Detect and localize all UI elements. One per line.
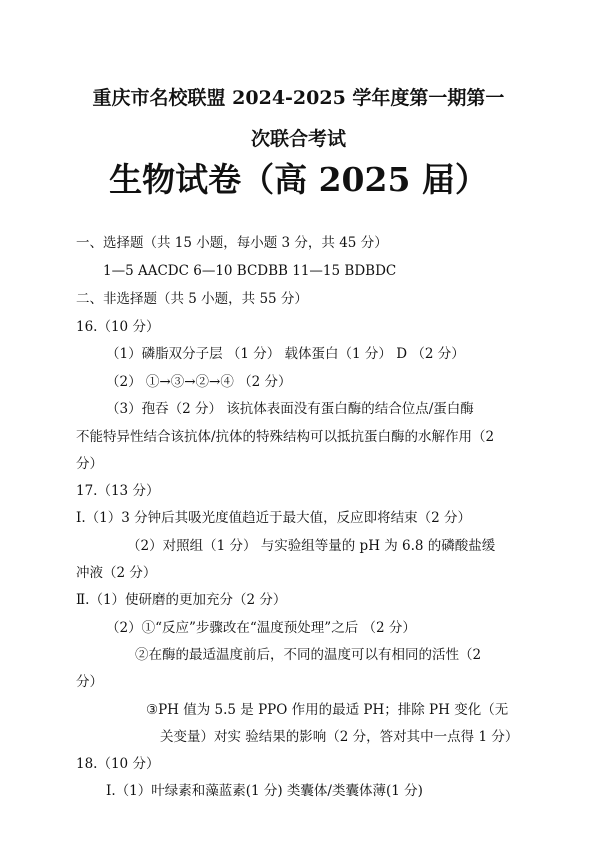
answer-line-17-II-2c-cont: 关变量）对实 验结果的影响（2 分，答对其中一点得 1 分） (160, 729, 519, 745)
answer-line-17-I-1: Ⅰ.（1）3 分钟后其吸光度值趋近于最大值，反应即将结束（2 分） (76, 510, 471, 526)
answer-line-16-3-end: 分） (76, 456, 103, 472)
answer-line-18-I-1: Ⅰ.（1）叶绿素和藻蓝素(1 分) 类囊体/类囊体薄(1 分) (106, 783, 423, 799)
answer-line-17-II-1: Ⅱ.（1）使研磨的更加充分（2 分） (76, 592, 287, 608)
answer-line-17-I-2: （2）对照组（1 分） 与实验组等量的 pH 为 6.8 的磷酸盐缓 (127, 538, 496, 554)
answer-line-17-II-2c: ③PH 值为 5.5 是 PPO 作用的最适 PH；排除 PH 变化（无 (146, 702, 509, 718)
answer-line-16-1: （1）磷脂双分子层 （1 分） 载体蛋白（1 分） D （2 分） (106, 346, 465, 362)
answer-line-17-II-2a: （2）①“反应”步骤改在“温度预处理”之后 （2 分） (106, 620, 416, 636)
answer-line-17-II-2b-end: 分） (76, 674, 103, 690)
document-title-line-1: 重庆市名校联盟 2024-2025 学年度第一期第一 (92, 87, 505, 109)
question-heading-16: 16.（10 分） (76, 319, 160, 335)
document-subtitle: 生物试卷（高 2025 届） (109, 160, 488, 199)
question-heading-18: 18.（10 分） (76, 756, 160, 772)
answer-line-16-3: （3）孢吞（2 分） 该抗体表面没有蛋白酶的结合位点/蛋白酶 (106, 401, 474, 417)
section-heading-choice: 一、选择题（共 15 小题，每小题 3 分，共 45 分） (76, 235, 388, 251)
answer-line-16-2: （2） ①→③→②→④ （2 分） (106, 374, 292, 390)
answer-line-16-3-cont: 不能特异性结合该抗体/抗体的特殊结构可以抵抗蛋白酶的水解作用（2 (76, 429, 495, 445)
answer-line-choice: 1—5 AACDC 6—10 BCDBB 11—15 BDBDC (103, 263, 397, 279)
section-heading-non-choice: 二、非选择题（共 5 小题，共 55 分） (76, 291, 308, 307)
document-title-line-2: 次联合考试 (250, 128, 346, 150)
answer-line-17-I-2-cont: 冲液（2 分） (76, 565, 157, 581)
question-heading-17: 17.（13 分） (76, 483, 160, 499)
answer-line-17-II-2b: ②在酶的最适温度前后，不同的温度可以有相同的活性（2 (135, 647, 482, 663)
